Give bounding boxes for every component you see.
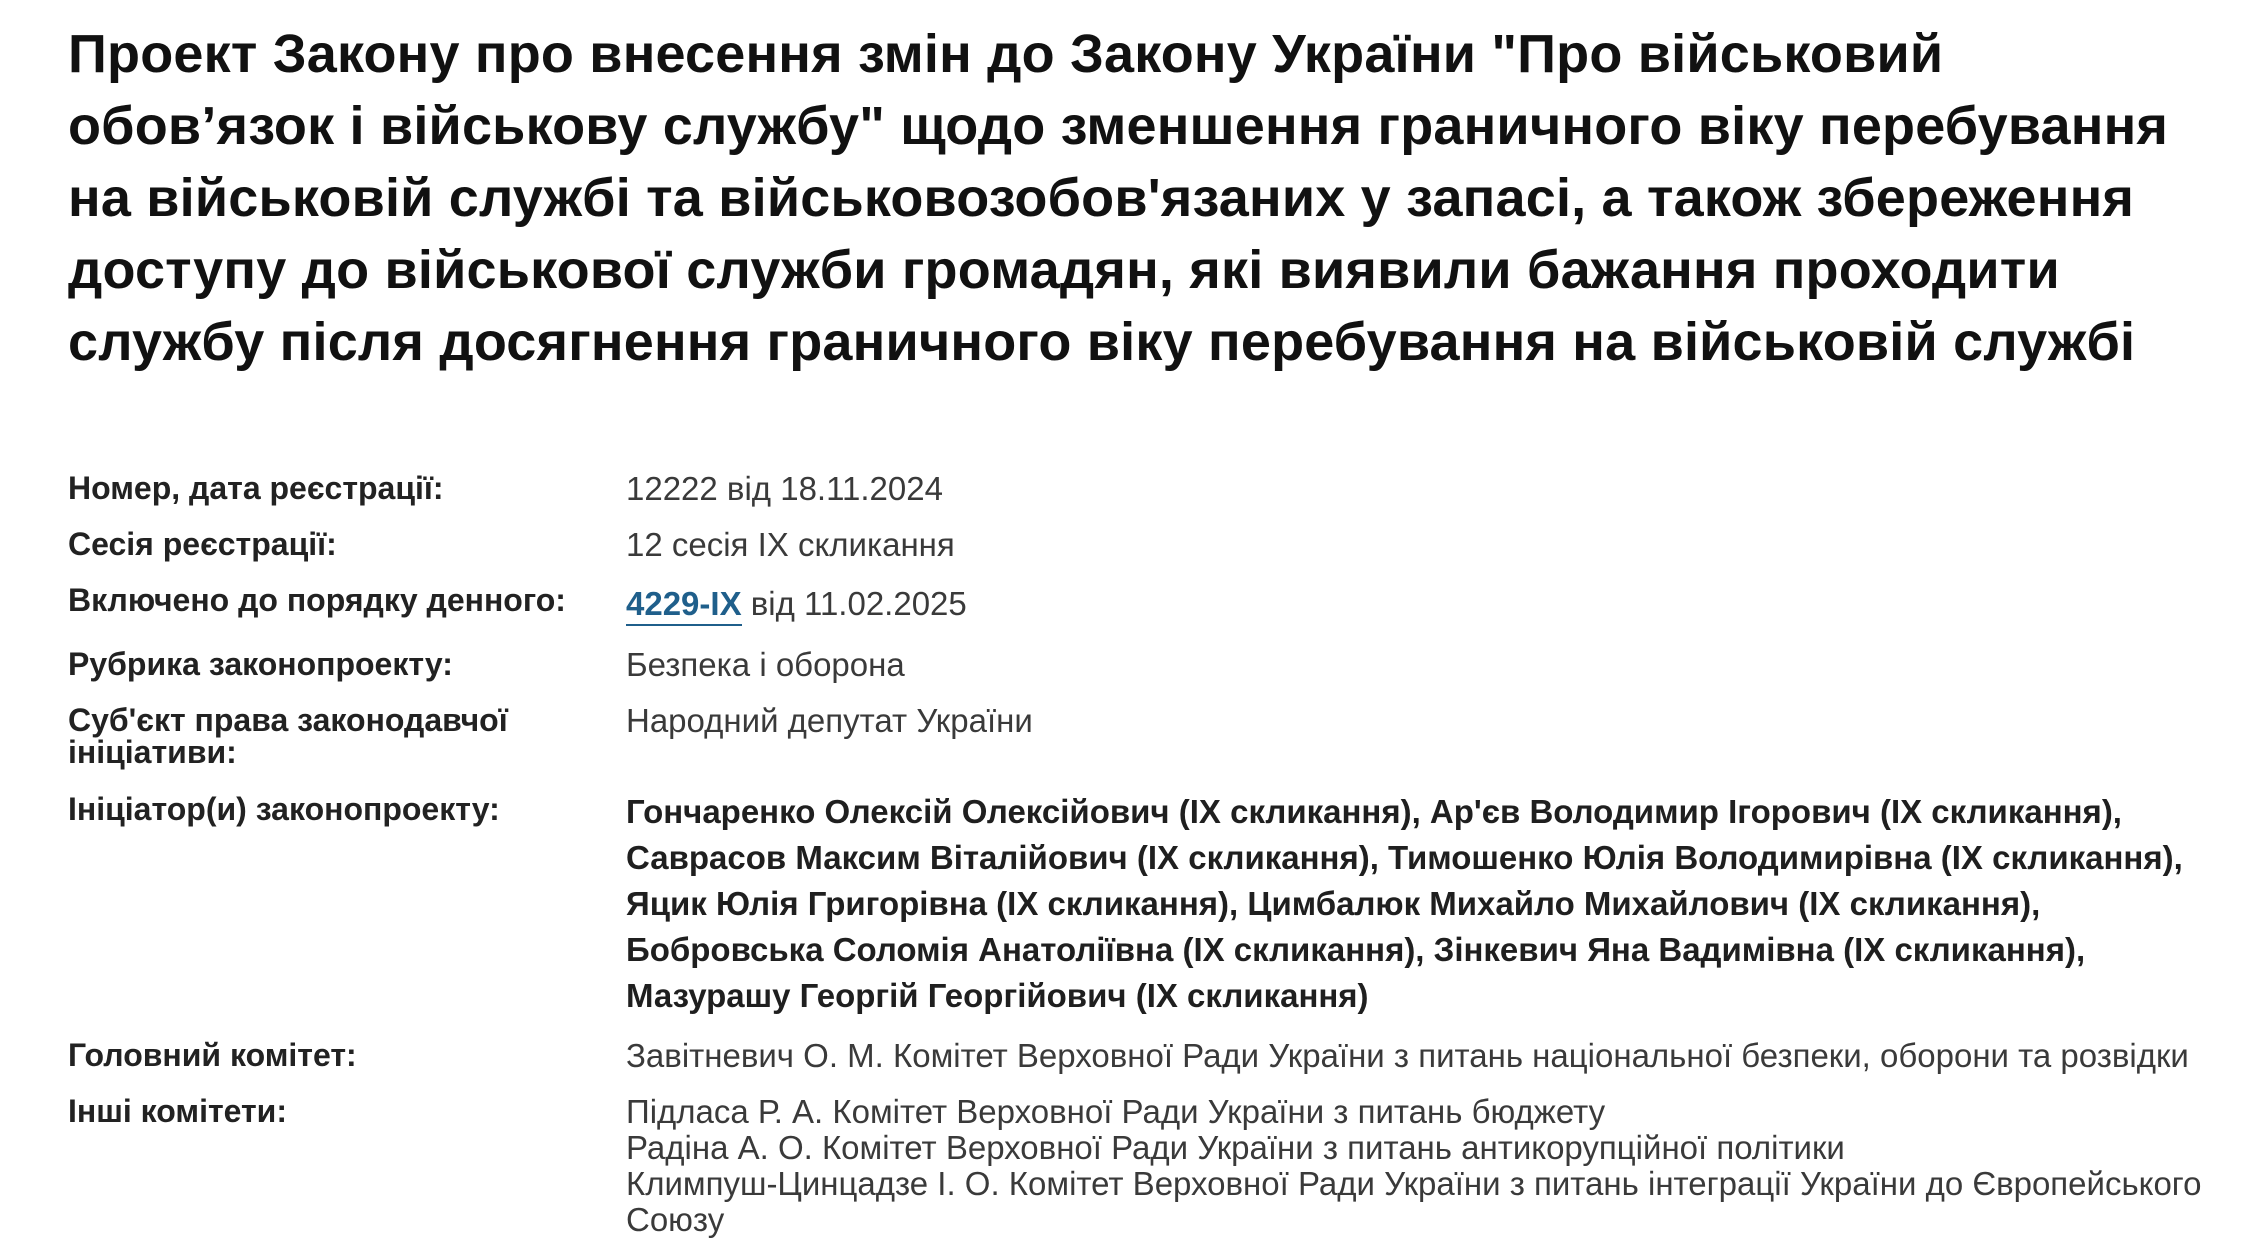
agenda-value — [626, 574, 2208, 622]
subject-label: Суб'єкт права законодавчої ініціативи: — [68, 702, 508, 770]
bill-details-table — [68, 462, 2208, 1238]
detail-row-subject — [68, 694, 2208, 789]
session-value: 12 сесія IX скликання — [626, 526, 955, 563]
detail-row-registration — [68, 462, 2208, 518]
initiators-label: Ініціатор(и) законопроекту: — [68, 791, 500, 827]
committee-item: Радіна А. О. Комітет Верховної Ради України з питань антикорупційної політики — [626, 1129, 1845, 1166]
main-committee-value: Завітневич О. М. Комітет Верховної Ради України з питань національної безпеки, оборони та розвідки — [626, 1037, 2189, 1074]
bill-page — [68, 18, 2208, 1238]
detail-row-initiators — [68, 789, 2208, 1029]
detail-row-agenda — [68, 574, 2208, 638]
session-label: Сесія реєстрації: — [68, 526, 337, 562]
rubric-label: Рубрика законопроекту: — [68, 646, 453, 682]
rubric-value: Безпека і оборона — [626, 646, 905, 683]
detail-row-other-committees — [68, 1085, 2208, 1238]
other-committees-label: Інші комітети: — [68, 1093, 287, 1129]
committee-item: Климпуш-Цинцадзе І. О. Комітет Верховної Ради України з питань інтеграції України до Європейського Союзу — [626, 1165, 2202, 1238]
committee-item: Підласа Р. А. Комітет Верховної Ради України з питань бюджету — [626, 1093, 1606, 1130]
registration-label: Номер, дата реєстрації: — [68, 470, 444, 506]
registration-value: 12222 від 18.11.2024 — [626, 470, 943, 507]
agenda-link[interactable]: 4229-IX — [626, 585, 742, 626]
detail-row-rubric — [68, 638, 2208, 694]
subject-value: Народний депутат України — [626, 702, 1033, 739]
detail-row-main-committee — [68, 1029, 2208, 1085]
agenda-date: від 11.02.2025 — [741, 585, 967, 622]
other-committees-list — [626, 1085, 2208, 1238]
main-committee-label: Головний комітет: — [68, 1037, 357, 1073]
page-title: Проект Закону про внесення змін до Закону України "Про військовий обов’язок і військову службу" щодо зменшення граничного віку перебування на військовій службі та військовозобов'язаних у запасі, а також збереження доступу до військової служби громадян, які виявили бажання проходити службу після досягнення граничного віку перебування на військовій службі — [68, 24, 2169, 372]
detail-row-session — [68, 518, 2208, 574]
agenda-label: Включено до порядку денного: — [68, 582, 566, 618]
initiators-value: Гончаренко Олексій Олексійович (IX скликання), Ар'єв Володимир Ігорович (IX скликання), Саврасов Максим Віталійович (IX скликання), Тимошенко Юлія Володимирівна (IX скликання), Яцик Юлія Григорівна (IX скликання), Цимбалюк Михайло Михайлович (IX скликання), Бобровська Соломія Анатоліївна (IX скликання), Зінкевич Яна Вадимівна (IX скликання), Мазурашу Георгій Георгійович (IX скликання) — [626, 793, 2183, 1014]
